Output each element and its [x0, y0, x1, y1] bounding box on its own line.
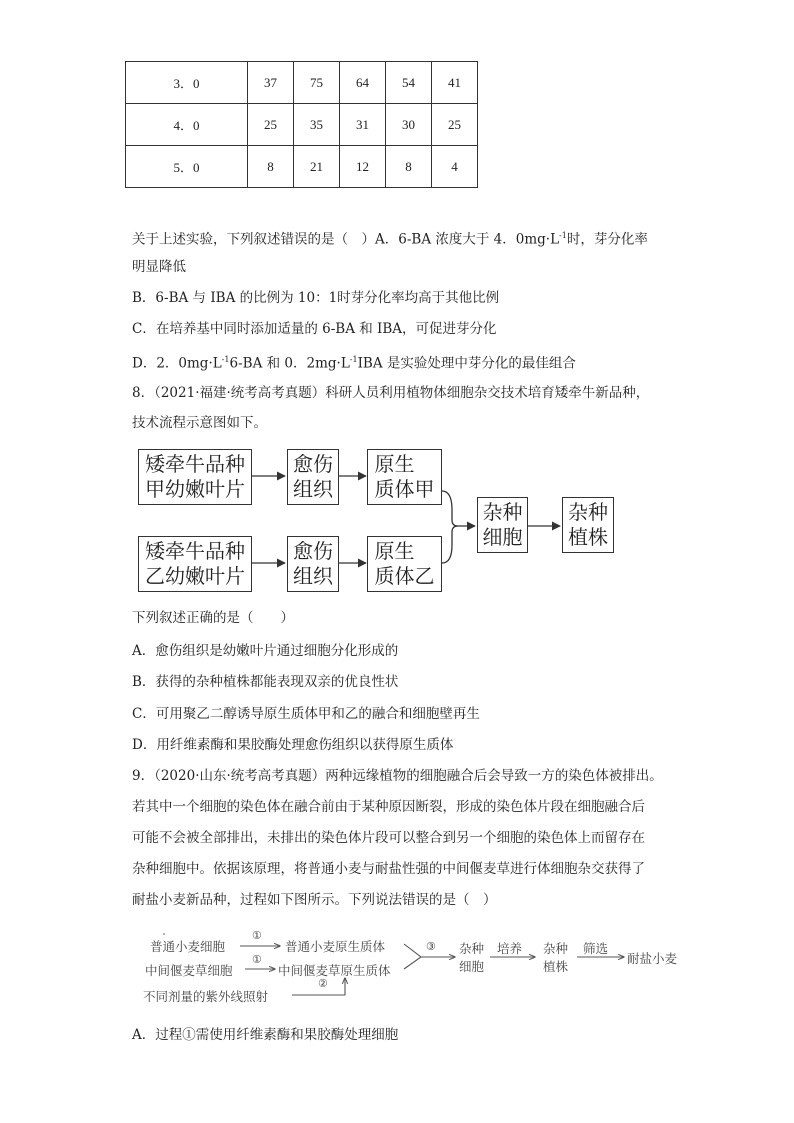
superscript: -1 [221, 355, 230, 364]
box-callus-b [287, 536, 339, 592]
q7-option-d-text: 6-BA 和 0．2mg·L [229, 355, 350, 372]
box-label: 愈伤 [293, 539, 333, 563]
q8-stem-line2: 技术流程示意图如下。 [132, 415, 267, 431]
table-cell: 21 [294, 146, 340, 188]
table-cell: 8 [248, 146, 294, 188]
label-screening: 筛选 [583, 941, 609, 956]
table-cell: 54 [386, 62, 432, 104]
q8-option-c: C．可用聚乙二醇诱导原生质体甲和乙的融合和细胞壁再生 [132, 706, 480, 722]
box-callus-a [287, 449, 339, 505]
box-label: 组织 [293, 477, 333, 501]
box-protoplast-a [367, 449, 442, 505]
box-label: 杂种 [568, 500, 608, 524]
q8-option-b: B．获得的杂种植株都能表现双亲的优良性状 [132, 674, 399, 690]
q9-stem-line5: 耐盐小麦新品种，过程如下图所示。下列说法错误的是（ ） [132, 892, 497, 908]
table-cell: 8 [386, 146, 432, 188]
box-label: 原生 [374, 452, 415, 476]
label-line: 细胞 [459, 959, 485, 974]
box-label: 甲幼嫩叶片 [145, 477, 245, 501]
table-cell: 4．0 [126, 104, 248, 146]
table-cell: 37 [248, 62, 294, 104]
box-label: 矮牵牛品种 [145, 452, 245, 476]
label-hybrid-cell [459, 940, 484, 976]
box-label: 乙幼嫩叶片 [145, 564, 245, 588]
box-variety-b-leaf [138, 536, 252, 592]
superscript: -1 [559, 231, 567, 240]
box-label: 愈伤 [293, 452, 333, 476]
label-wheat-cell: 普通小麦细胞 [150, 939, 226, 954]
q9-stem-line4: 杂种细胞中。依据该原理，将普通小麦与耐盐性强的中间偃麦草进行体细胞杂交获得了 [132, 861, 645, 877]
box-hybrid-plant [562, 497, 614, 553]
table-cell: 41 [432, 62, 478, 104]
q8-option-d: D．用纤维素酶和果胶酶处理愈伤组织以获得原生质体 [132, 737, 454, 753]
q7-option-d-text: D．2．0mg·L [132, 355, 222, 372]
q9-stem-line1: 9．（2020·山东·统考高考真题）两种远缘植物的细胞融合后会导致一方的染色体被排出。 [132, 768, 663, 784]
label-line: 杂种 [543, 941, 569, 956]
box-label: 组织 [293, 564, 333, 588]
table-cell: 25 [248, 104, 294, 146]
q7-option-b: B．6-BA 与 IBA 的比例为 10：1时芽分化率均高于其他比例 [132, 290, 500, 306]
label-hybrid-plant [543, 940, 568, 976]
label-salt-tolerant-wheat: 耐盐小麦 [627, 951, 678, 966]
box-label: 植株 [568, 525, 608, 549]
table-cell: 64 [340, 62, 386, 104]
label-line: 植株 [543, 959, 569, 974]
q7-option-c: C．在培养基中同时添加适量的 6-BA 和 IBA，可促进芽分化 [132, 321, 497, 337]
table-cell: 5．0 [126, 146, 248, 188]
step-1-marker: ① [252, 953, 262, 966]
q7-stem-text: 时，芽分化率 [566, 231, 648, 248]
q7-stem-text: 关于上述实验，下列叙述错误的是（ ）A．6-BA 浓度大于 4．0mg·L [132, 231, 560, 248]
box-variety-a-leaf [138, 449, 252, 505]
box-label: 矮牵牛品种 [145, 539, 245, 563]
box-hybrid-cell [477, 497, 528, 553]
table-cell: 4 [432, 146, 478, 188]
step-1-marker: ① [252, 929, 262, 942]
q8-ask: 下列叙述正确的是（ ） [132, 610, 294, 626]
q9-option-a: A．过程①需使用纤维素酶和果胶酶处理细胞 [132, 1027, 399, 1043]
label-wheat-protoplast: 普通小麦原生质体 [285, 939, 386, 954]
label-line: 杂种 [459, 941, 485, 956]
table-cell: 35 [294, 104, 340, 146]
table-cell: 12 [340, 146, 386, 188]
label-grass-protoplast: 中间偃麦草原生质体 [278, 963, 391, 978]
label-grass-cell: 中间偃麦草细胞 [145, 963, 233, 978]
box-label: 质体甲 [374, 477, 435, 501]
box-label: 细胞 [482, 525, 523, 549]
table-cell: 3．0 [126, 62, 248, 104]
box-label: 原生 [374, 539, 415, 563]
q9-stem-line2: 若其中一个细胞的染色体在融合前由于某种原因断裂，形成的染色体片段在细胞融合后 [132, 799, 645, 815]
q8-stem-line1: 8．（2021·福建·统考高考真题）科研人员利用植物体细胞杂交技术培育矮牵牛新品种， [132, 385, 650, 401]
q7-stem-cont: 明显降低 [132, 259, 186, 275]
box-label: 杂种 [482, 500, 523, 524]
superscript: -1 [349, 355, 358, 364]
box-protoplast-b [367, 536, 442, 592]
step-2-marker: ② [318, 977, 328, 990]
table-cell: 25 [432, 104, 478, 146]
table-cell: 75 [294, 62, 340, 104]
q7-option-d-text: IBA 是实验处理中芽分化的最佳组合 [357, 355, 576, 372]
table-cell: 31 [340, 104, 386, 146]
table-cell: 30 [386, 104, 432, 146]
box-label: 质体乙 [374, 564, 435, 588]
label-uv-irradiation: 不同剂量的紫外线照射 [143, 989, 269, 1004]
q8-option-a: A．愈伤组织是幼嫩叶片通过细胞分化形成的 [132, 643, 399, 659]
step-3-marker: ③ [426, 940, 436, 953]
label-culture: 培养 [497, 941, 523, 956]
q9-stem-line3: 可能不会被全部排出，未排出的染色体片段可以整合到另一个细胞的染色体上而留存在 [132, 830, 645, 846]
